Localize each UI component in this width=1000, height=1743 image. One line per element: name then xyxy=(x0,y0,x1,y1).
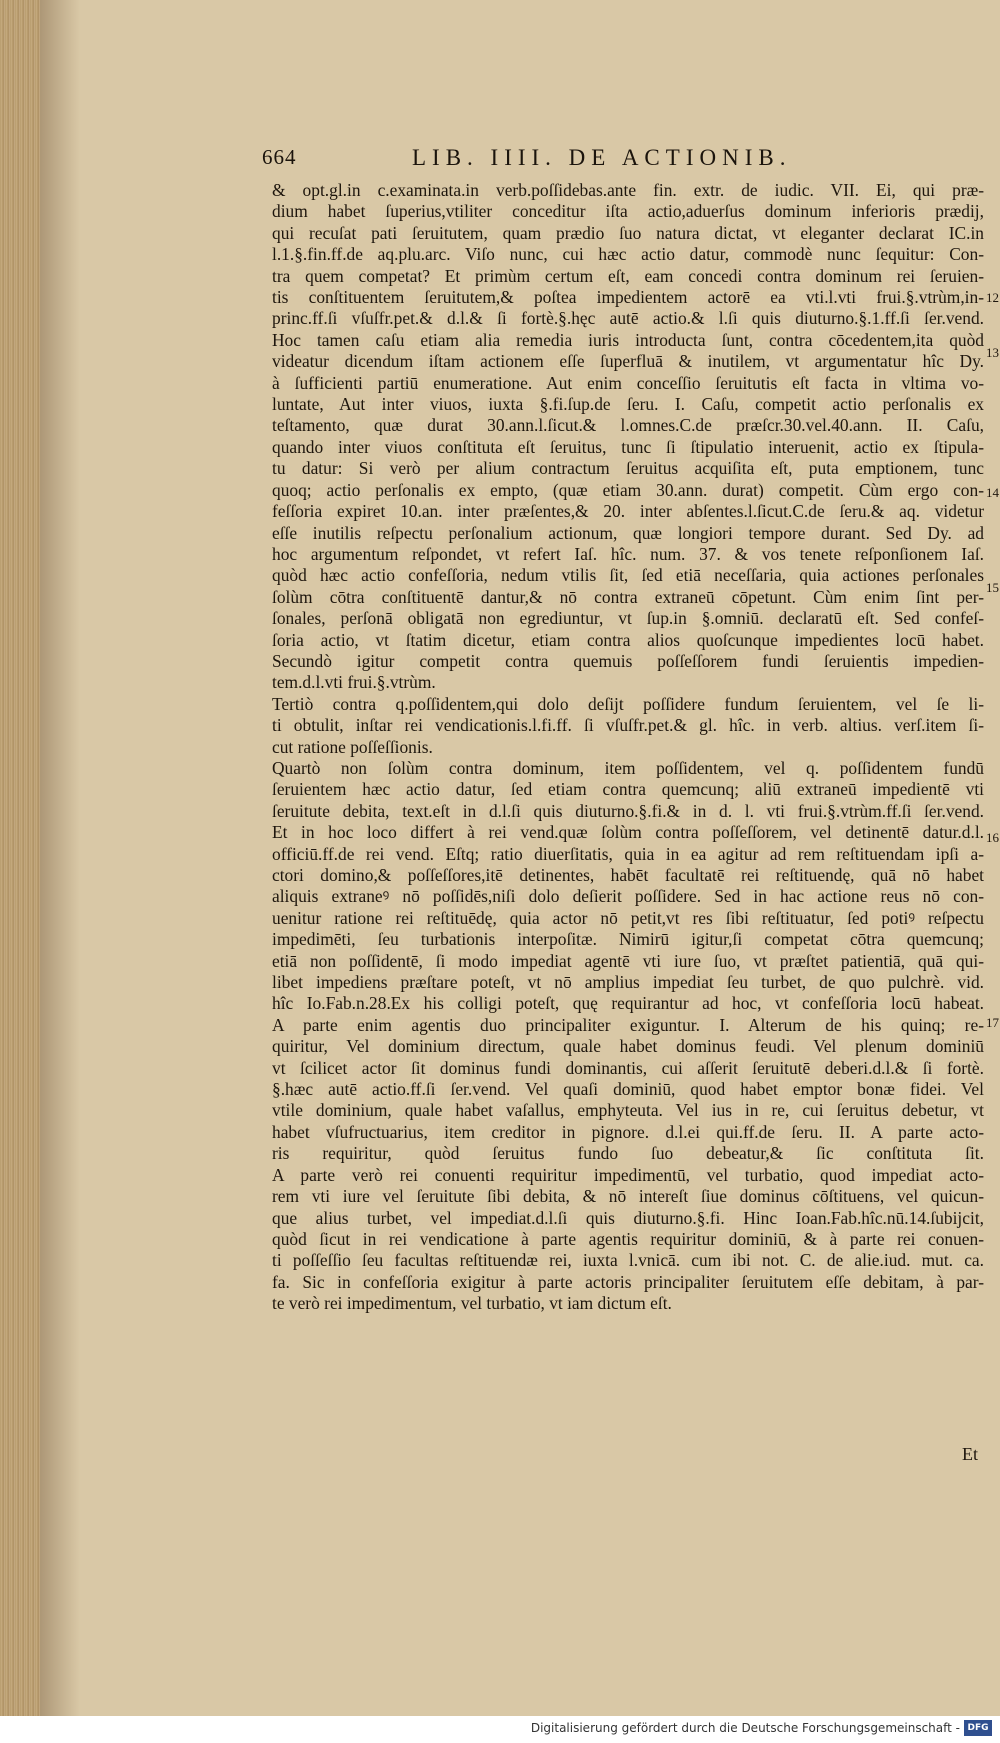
margin-note-number: 17 xyxy=(986,1015,999,1030)
text-line: Hoc tamen caſu etiam alia remedia iuris introducta ſunt, contra cōcedentem,ita quòd xyxy=(272,329,984,350)
text-line: ſoria actio, vt ſtatim dicetur, etiam contra alios quoſcunque impedientes locū habet. xyxy=(272,629,984,650)
page-number: 664 xyxy=(262,145,297,169)
text-line: etiā non poſſidentē, ſi modo impediat agentē vti iure ſuo, vt præſtet patientiā, quā qui- xyxy=(272,950,984,971)
text-line: ris requiritur, quòd ſeruitus fundo ſuo debeatur,& ſic conſtituta ſit. xyxy=(272,1143,984,1164)
text-line: vt ſcilicet actor ſit dominus fundi dominantis, cui aſſerit ſeruitutē deberi.d.l.& ſi fortè. xyxy=(272,1057,984,1078)
text-line: aliquis extraneꝰ nō poſſidēs,niſi dolo deſierit poſſidere. Sed in hac actione reus nō con- xyxy=(272,886,984,907)
text-line: quòd ſicut in rei vendicatione à parte agentis requiritur dominiū, & à parte rei conuen- xyxy=(272,1228,984,1249)
margin-notes xyxy=(986,290,1000,1390)
text-line: Et in hoc loco differt à rei vend.quæ ſolùm contra poſſeſſorem, vel detinentē datur.d.l. xyxy=(272,822,984,843)
catchword: Et xyxy=(962,1444,978,1464)
text-line: ctori domino,& poſſeſſores,itē detinentes, habēt facultatē rei reſtituendę, quā nō habet xyxy=(272,865,984,885)
text-line: qui recuſat pati ſeruitutem, quam prædio ſuo natura dictat, vt eleganter declarat IC.in xyxy=(272,222,984,243)
text-line: & opt.gl.in c.examinata.in verb.poſſidebas.ante fin. extr. de iudic. VII. Ei, qui præ- xyxy=(272,180,984,200)
dfg-logo-icon: DFG xyxy=(964,1720,992,1736)
text-line: te verò rei impedimentum, vel turbatio, vt iam dictum eſt. xyxy=(272,1293,672,1314)
text-line: vtile dominium, quale habet vaſallus, emphyteuta. Vel ius in re, cui ſeruitus debetur, vt xyxy=(272,1100,984,1121)
margin-note-number: 16 xyxy=(986,830,999,845)
text-line: Secundò igitur competit contra quemuis poſſeſſorem fundi ſeruientis impedien- xyxy=(272,650,984,671)
margin-note-number: 15 xyxy=(986,580,999,595)
text-line: ti obtulit, inſtar rei vendicationis.l.fi.ff. ſi vſuſfr.pet.& gl. hîc. in verb. altius. verſ.item ſi- xyxy=(272,715,984,736)
text-line: tem.d.l.vti frui.§.vtrùm. xyxy=(272,672,436,693)
text-line: hoc argumentum reſpondet, vt refert Iaſ. hîc. num. 37. & vos tenete reſponſionem Iaſ. xyxy=(272,543,984,564)
text-line: libet impediens præſtare poteſt, vt nō amplius impediat ſeu turbet, de quo pulchrè. vid. xyxy=(272,972,984,993)
text-line: ſolùm cōtra conſtituentē dantur,& nō contra extraneū cōpetunt. Cùm enim ſint per- xyxy=(272,586,984,607)
text-line: Tertiò contra q.poſſidentem,qui dolo deſijt poſſidere fundum ſeruientem, vel ſe li- xyxy=(272,693,984,714)
text-line: quòd hæc actio confeſſoria, nedum vtilis ſit, ſed etiā neceſſaria, quia actiones perſonales xyxy=(272,565,984,586)
text-line: quiritur, Vel dominium directum, quale habet dominus feudi. Vel plenum dominiū xyxy=(272,1036,984,1057)
text-line: à ſufficienti partiū enumeratione. Aut enim conceſſio ſeruitutis eſt facta in vltima vo- xyxy=(272,372,984,393)
footer-bar xyxy=(0,1716,1000,1743)
gutter-shadow xyxy=(40,0,80,1743)
text-line: rem vti iure vel ſeruitute ſibi debita, & nō intereſt ſiue dominus cōſtituens, vel quicun- xyxy=(272,1186,984,1207)
margin-note-number: 14 xyxy=(986,485,999,500)
text-line: Quartò non ſolùm contra dominum, item poſſidentem, vel q. poſſidentem fundū xyxy=(272,757,984,778)
text-line: videatur dicendum iſtam actionem eſſe ſuperfluā & inutilem, vt argumentatur hîc Dy. xyxy=(272,351,984,372)
text-line: cut ratione poſſeſſionis. xyxy=(272,736,433,757)
text-line: dium habet ſuperius,vtiliter conceditur iſta actio,aduerſus dominum inferioris prædij, xyxy=(272,201,984,222)
text-line: que alius turbet, vel impediat.d.l.ſi quis diuturno.§.fi. Hinc Ioan.Fab.hîc.nū.14.ſubijcit, xyxy=(272,1207,984,1228)
text-line: quando inter viuos conſtituta eſt ſeruitus, tunc ſi ſtipulatio interuenit, actio ex ſtipula- xyxy=(272,436,984,457)
text-line: quoq; actio perſonalis ex empto, (quæ etiam 30.ann. durat) competit. Cùm ergo con- xyxy=(272,479,984,500)
text-line: tis conſtituentem ſeruitutem,& poſtea impedientem actorē ea vti.l.vti frui.§.vtrùm,in- xyxy=(272,287,984,308)
text-line: hîc Io.Fab.n.28.Ex his colligi poteſt, quę requirantur ad hoc, vt confeſſoria locū habeat. xyxy=(272,993,984,1014)
text-line: A parte enim agentis duo principaliter exiguntur. I. Alterum de his quinq; re- xyxy=(272,1014,984,1035)
text-line: uenitur ratione rei reſtituēdę, quia actor nō petit,vt res ſibi reſtituatur, ſed potiꝰ reſpectu xyxy=(272,907,984,928)
footer-credit: Digitalisierung gefördert durch die Deutsche Forschungsgemeinschaft - xyxy=(530,1721,960,1735)
text-line: fa. Sic in confeſſoria exigitur à parte actoris principaliter ſeruitutem eſſe debitam, à par- xyxy=(272,1271,984,1292)
text-line: ſeruientem hæc actio datur, ſed etiam contra quemcunq; aliū extraneū impedientē vti xyxy=(272,779,984,800)
text-line: habet vſufructuarius, item creditor in pignore. d.l.ei qui.ff.de ſeru. II. A parte acto- xyxy=(272,1121,984,1142)
text-line: ſeruitute debita, text.eſt in d.l.ſi quis diuturno.§.fi.& in d. l. vti frui.§.vtrùm.ff.ſi ſer.vend. xyxy=(272,800,984,821)
text-line: princ.ff.ſi vſuſfr.pet.& d.l.& ſi fortè.§.hęc autē actio.& l.ſi quis diuturno.§.1.ff.ſi ſer.vend. xyxy=(272,308,984,329)
text-line: A parte verò rei conuenti requiritur impedimentū, vel turbatio, quod impediat acto- xyxy=(272,1164,984,1185)
text-line: feſſoria expiret 10.an. inter præſentes,& 20. inter abſentes.l.ſicut.C.de ſeru.& aq. videtur xyxy=(272,501,984,522)
text-line: teſtamento, quæ durat 30.ann.l.ſicut.& l.omnes.C.de præſcr.30.vel.40.ann. II. Caſu, xyxy=(272,415,984,436)
page-stack-edge xyxy=(0,0,40,1743)
margin-note-number: 12 xyxy=(986,290,999,305)
text-line: impedimēti, ſeu turbationis interpoſitæ. Nimirū igitur,ſi competat cōtra quemcunq; xyxy=(272,929,984,950)
body-text xyxy=(272,180,984,1315)
text-line: ſonales, perſonā obligatā non egrediuntur, vt ſup.in §.omniū. declaratū eſt. Sed confeſ- xyxy=(272,608,984,629)
text-line: officiū.ff.de rei vend. Eſtq; ratio diuerſitatis, quia in ea agitur ad rem reſtituendam ipſi a- xyxy=(272,843,984,864)
text-line: tra quem competat? Et primùm certum eſt, eam concedi contra dominum rei ſeruien- xyxy=(272,265,984,286)
margin-note-number: 13 xyxy=(986,345,999,360)
running-head: LIB. IIII. DE ACTIONIB. xyxy=(412,145,792,170)
text-line: tu datur: Si verò per alium contractum ſeruitus acquiſita eſt, puta emptionem, tunc xyxy=(272,458,984,479)
text-line: luntate, Aut inter viuos, iuxta §.fi.ſup.de ſeru. I. Caſu, competit actio perſonalis ex xyxy=(272,394,984,415)
text-line: ti poſſeſſio ſeu facultas reſtituendæ rei, iuxta l.vnicā. cum ibi not. C. de alie.iud. mut. ca. xyxy=(272,1250,984,1271)
text-line: §.hæc autē actio.ff.ſi ſer.vend. Vel quaſi dominiū, quod habet emptor bonæ fidei. Vel xyxy=(272,1079,984,1100)
text-line: l.1.§.fin.ff.de aq.plu.arc. Viſo nunc, cui hæc actio datur, commodè nunc ſequitur: Con- xyxy=(272,244,984,265)
text-line: eſſe inutilis reſpectu perſonalium actionum, quæ longiori tempore durant. Sed Dy. ad xyxy=(272,522,984,543)
